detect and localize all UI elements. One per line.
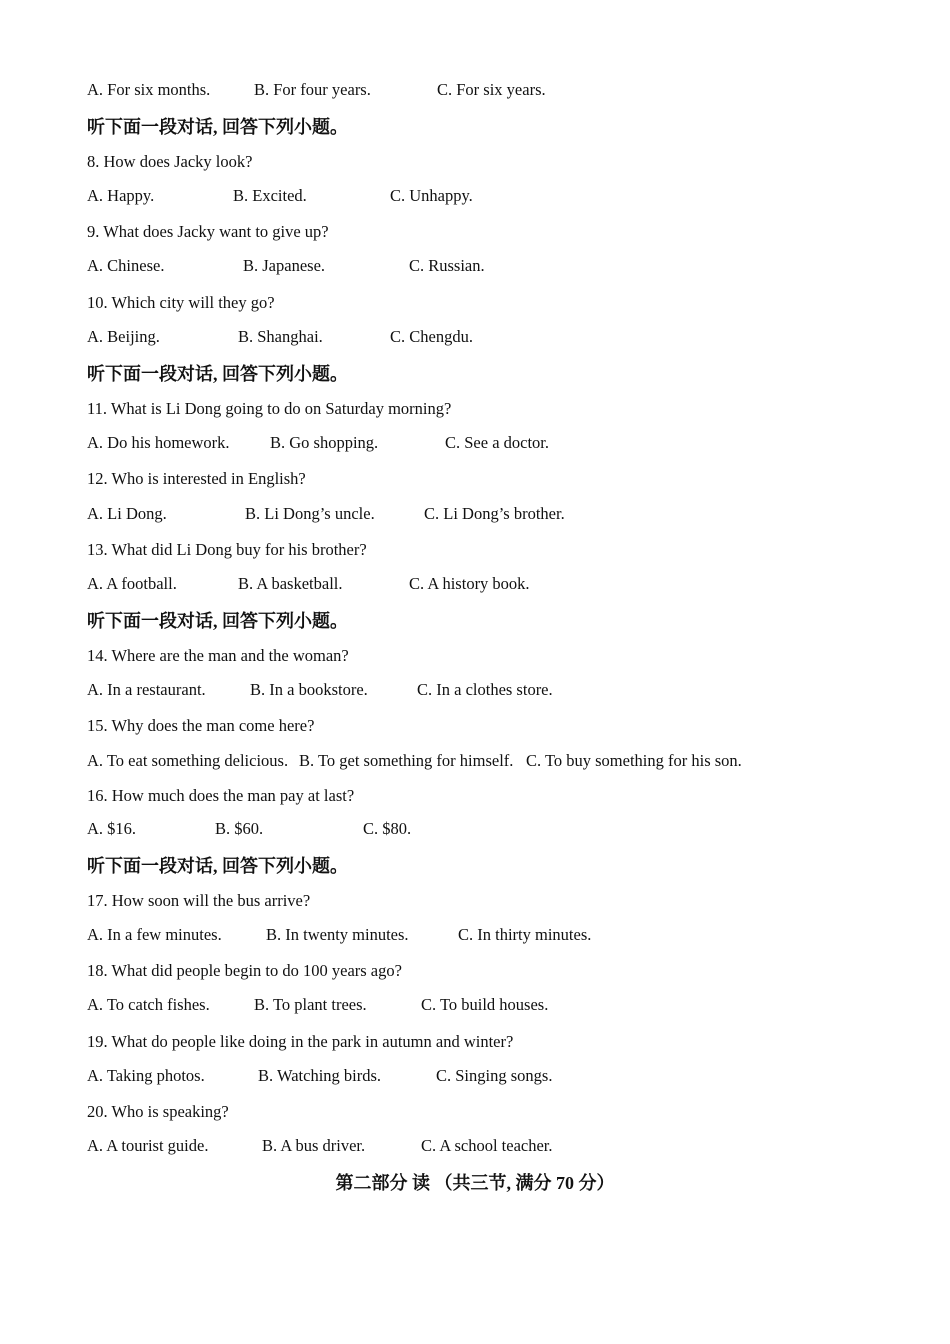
option-c: C. A history book. bbox=[409, 574, 530, 593]
section-instruction: 听下面一段对话, 回答下列小题。 bbox=[87, 611, 348, 631]
question-17: 17. How soon will the bus arrive? bbox=[87, 891, 311, 910]
question-13: 13. What did Li Dong buy for his brother? bbox=[87, 540, 367, 559]
option-c: C. Singing songs. bbox=[436, 1066, 553, 1085]
option-b: B. To get something for himself. bbox=[299, 751, 514, 770]
question-8: 8. How does Jacky look? bbox=[87, 152, 253, 171]
option-c: C. Unhappy. bbox=[390, 186, 473, 205]
option-a: A. In a few minutes. bbox=[87, 925, 222, 944]
question-11: 11. What is Li Dong going to do on Saturday morning? bbox=[87, 399, 452, 418]
question-20: 20. Who is speaking? bbox=[87, 1102, 229, 1121]
option-b: B. $60. bbox=[215, 819, 264, 838]
option-c: C. In a clothes store. bbox=[417, 680, 553, 699]
option-a: A. Taking photos. bbox=[87, 1066, 205, 1085]
question-15: 15. Why does the man come here? bbox=[87, 716, 315, 735]
option-c: C. See a doctor. bbox=[445, 433, 550, 452]
option-a: A. For six months. bbox=[87, 80, 211, 99]
option-b: B. In a bookstore. bbox=[250, 680, 368, 699]
option-c: C. A school teacher. bbox=[421, 1136, 553, 1155]
section-instruction: 听下面一段对话, 回答下列小题。 bbox=[87, 117, 348, 137]
option-c: C. For six years. bbox=[437, 80, 546, 99]
question-12: 12. Who is interested in English? bbox=[87, 469, 306, 488]
option-b: B. Japanese. bbox=[243, 256, 326, 275]
option-b: B. For four years. bbox=[254, 80, 371, 99]
option-c: C. To buy something for his son. bbox=[526, 751, 742, 770]
question-19: 19. What do people like doing in the park in autumn and winter? bbox=[87, 1032, 514, 1051]
section-instruction: 听下面一段对话, 回答下列小题。 bbox=[87, 856, 348, 876]
question-9: 9. What does Jacky want to give up? bbox=[87, 222, 329, 241]
option-a: A. In a restaurant. bbox=[87, 680, 206, 699]
option-a: A. A football. bbox=[87, 574, 177, 593]
option-c: C. To build houses. bbox=[421, 995, 549, 1014]
option-a: A. To eat something delicious. bbox=[87, 751, 289, 770]
option-b: B. Shanghai. bbox=[238, 327, 323, 346]
option-a: A. Do his homework. bbox=[87, 433, 230, 452]
option-a: A. Happy. bbox=[87, 186, 155, 205]
option-b: B. Go shopping. bbox=[270, 433, 379, 452]
question-14: 14. Where are the man and the woman? bbox=[87, 646, 349, 665]
option-b: B. A basketball. bbox=[238, 574, 343, 593]
option-b: B. A bus driver. bbox=[262, 1136, 366, 1155]
part-two-title: 第二部分 读 （共三节, 满分 70 分） bbox=[335, 1173, 615, 1193]
option-b: B. Li Dong’s uncle. bbox=[245, 504, 375, 523]
option-c: C. Russian. bbox=[409, 256, 485, 275]
option-a: A. Li Dong. bbox=[87, 504, 167, 523]
option-b: B. In twenty minutes. bbox=[266, 925, 409, 944]
option-c: C. Chengdu. bbox=[390, 327, 473, 346]
option-a: A. To catch fishes. bbox=[87, 995, 210, 1014]
option-c: C. In thirty minutes. bbox=[458, 925, 592, 944]
option-c: C. Li Dong’s brother. bbox=[424, 504, 565, 523]
option-b: B. Excited. bbox=[233, 186, 307, 205]
question-18: 18. What did people begin to do 100 years ago? bbox=[87, 961, 402, 980]
option-a: A. Chinese. bbox=[87, 256, 165, 275]
question-16: 16. How much does the man pay at last? bbox=[87, 786, 355, 805]
question-10: 10. Which city will they go? bbox=[87, 293, 275, 312]
option-b: B. Watching birds. bbox=[258, 1066, 382, 1085]
section-instruction: 听下面一段对话, 回答下列小题。 bbox=[87, 364, 348, 384]
option-b: B. To plant trees. bbox=[254, 995, 367, 1014]
option-c: C. $80. bbox=[363, 819, 412, 838]
option-a: A. Beijing. bbox=[87, 327, 160, 346]
option-a: A. A tourist guide. bbox=[87, 1136, 209, 1155]
option-a: A. $16. bbox=[87, 819, 137, 838]
